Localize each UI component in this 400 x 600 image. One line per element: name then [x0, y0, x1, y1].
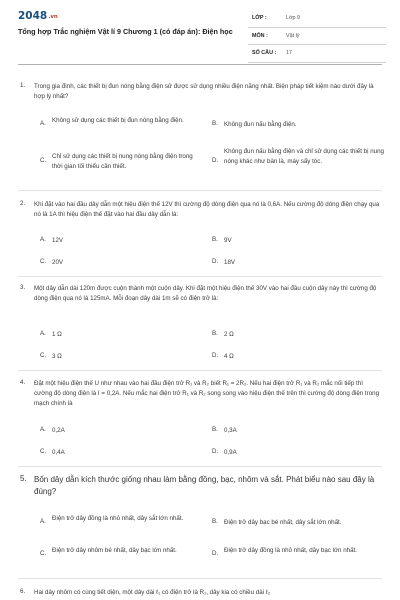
- document-title: Tổng hợp Trắc nghiệm Vật lí 9 Chương 1 (có đáp án): Điện học: [18, 27, 233, 36]
- question-separator: [18, 276, 382, 277]
- meta-row-count: [248, 45, 386, 63]
- question-separator: [18, 370, 382, 371]
- question-number: 3.: [20, 284, 26, 291]
- question-number: 2.: [20, 200, 26, 207]
- meta-row-grade: [248, 10, 386, 28]
- question-stem: Bốn dây dẫn kích thước giống nhau làm bằng đồng, bạc, nhôm và sắt. Phát biểu nào sau đây là đúng?: [34, 475, 375, 496]
- question-separator: [18, 578, 382, 579]
- question-number: 5.: [20, 474, 27, 483]
- site-logo[interactable]: 2048.vn: [18, 10, 58, 22]
- meta-table: [248, 10, 386, 63]
- question-number: 6.: [20, 588, 26, 595]
- question-6: [20, 588, 380, 600]
- meta-value: Vật lý: [286, 32, 300, 39]
- meta-key: MÔN :: [252, 32, 268, 39]
- question-stem: Đặt một hiệu điện thế U như nhau vào hai đầu điện trở R₁ và R₂ biết R₁ = 2R₂. Nếu hai điện trở R₁ và R₂ mắc nối tiếp thì cường độ dòng điện là I = 0,2A. Nếu mắc hai điện trở R₁ và R₂ song song vào hiệu điện thế trên thì cường độ dòng điện trong mạch chính là: [34, 380, 380, 407]
- question-stem: Trong gia đình, các thiết bị đun nóng bằng điện sử được sử dụng nhiều điện năng nhất. Biện pháp tiết kiệm nào dưới đây là hợp lý nhất?: [34, 83, 374, 100]
- meta-key: SỐ CÂU :: [252, 50, 277, 56]
- question-stem: Một dây dẫn dài 120m được cuộn thành một cuộn dây. Khi đặt một hiệu điện thế 30V vào hai đầu cuộn dây này thì cường độ dòng điện qua nó là 125mA. Mỗi đoạn dây dài 1m sẽ có điện trở là:: [34, 285, 377, 302]
- meta-value: 17: [286, 50, 292, 56]
- question-stem: Hai dây nhôm có cùng tiết diện, một dây dài ℓ₁ có điện trở là R₁, dây kia có chiều dài ℓ₂: [34, 589, 271, 596]
- question-separator: [18, 466, 382, 467]
- document-header: [0, 0, 400, 58]
- question-separator: [18, 190, 382, 191]
- header-divider: [18, 64, 382, 65]
- question-number: 1.: [20, 82, 26, 89]
- question-number: 4.: [20, 379, 26, 386]
- meta-value: Lớp 9: [286, 15, 301, 21]
- meta-row-subject: [248, 28, 386, 46]
- question-stem: Khi đặt vào hai đầu dây dẫn một hiệu điện thế 12V thì cường độ dòng điện qua nó là 0,6A. Nếu cường độ dòng điện chạy qua nó là 1A thì hiệu điện thế đặt vào hai đầu dây dẫn là:: [34, 201, 380, 218]
- meta-key: LỚP :: [252, 15, 267, 21]
